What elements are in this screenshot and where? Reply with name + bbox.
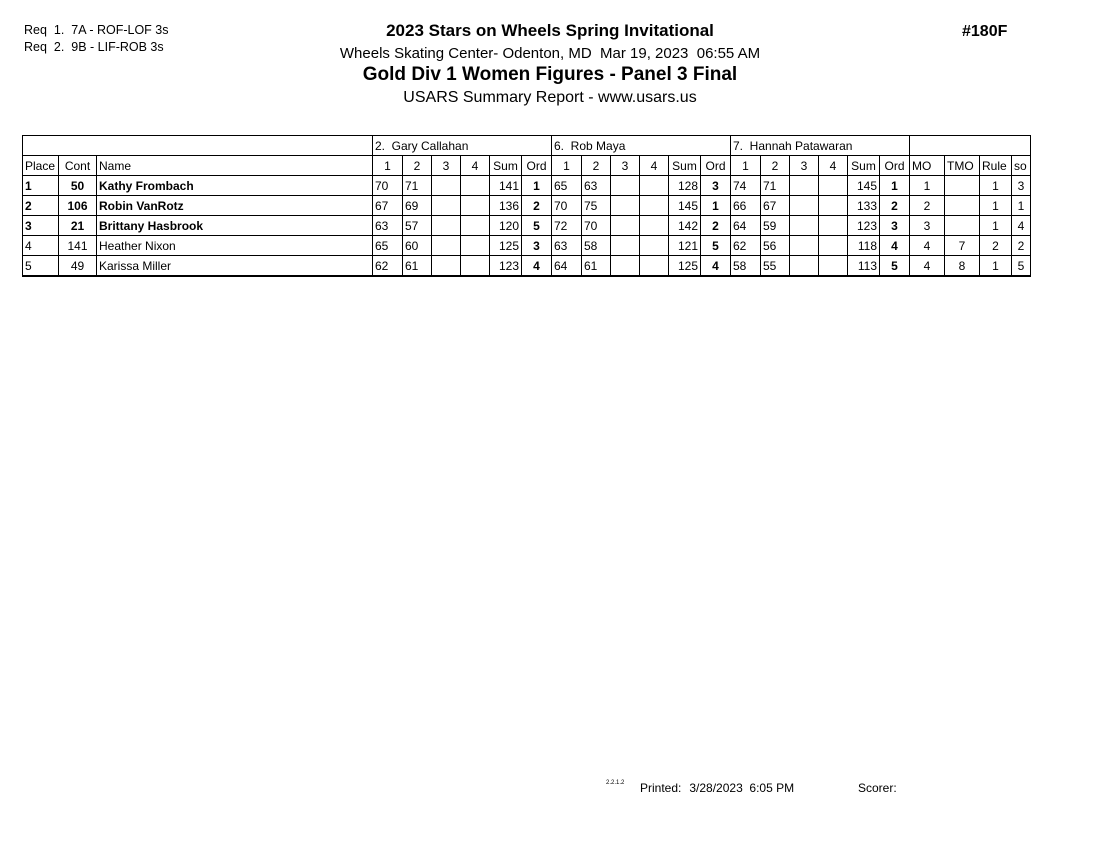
judge-name-header: 2. Gary Callahan: [373, 136, 552, 156]
cell-judge1-score: 60: [403, 236, 432, 256]
cell-judge3-sum: 113: [848, 256, 880, 277]
cell-judge1-score: 62: [373, 256, 403, 277]
judge-name-header: 6. Rob Maya: [552, 136, 731, 156]
column-header-judge2-sum: Sum: [669, 156, 701, 176]
cell-judge1-score: [432, 216, 461, 236]
cell-judge2-score: 70: [552, 196, 582, 216]
cell-judge1-score: [461, 176, 490, 196]
cell-judge2-score: 75: [582, 196, 611, 216]
cell-judge3-score: 71: [761, 176, 790, 196]
cell-judge3-score: 66: [731, 196, 761, 216]
skater-row: [23, 196, 1031, 216]
cell-skater-name: Kathy Frombach: [97, 176, 373, 196]
cell-judge3-score: 55: [761, 256, 790, 277]
column-header-rule: Rule: [980, 156, 1012, 176]
column-header-judge3-2: 2: [761, 156, 790, 176]
req-line-1: Req 1. 7A - ROF-LOF 3s: [24, 23, 169, 37]
table-head: [23, 136, 1031, 176]
column-header-so: so: [1012, 156, 1031, 176]
cell-judge1-sum: 123: [490, 256, 522, 277]
cell-judge3-score: [819, 236, 848, 256]
cell-judge3-score: [790, 196, 819, 216]
cell-judge1-score: 71: [403, 176, 432, 196]
cell-judge3-score: 62: [731, 236, 761, 256]
cell-judge3-ordinal: 1: [880, 176, 910, 196]
cell-judge3-score: 58: [731, 256, 761, 277]
cell-judge3-sum: 123: [848, 216, 880, 236]
cell-judge2-score: 70: [582, 216, 611, 236]
cell-judge2-score: [640, 196, 669, 216]
cell-judge1-score: [432, 196, 461, 216]
cell-mo: 4: [910, 236, 945, 256]
cell-tmo: [945, 196, 980, 216]
cell-judge1-score: 61: [403, 256, 432, 277]
cell-judge1-sum: 120: [490, 216, 522, 236]
cell-judge2-ordinal: 3: [701, 176, 731, 196]
cell-judge3-score: [790, 236, 819, 256]
cell-so: 5: [1012, 256, 1031, 277]
cell-mo: 3: [910, 216, 945, 236]
cell-judge3-ordinal: 2: [880, 196, 910, 216]
cell-judge1-score: [432, 176, 461, 196]
cell-place: 4: [23, 236, 59, 256]
column-header-judge1-2: 2: [403, 156, 432, 176]
cell-judge2-ordinal: 1: [701, 196, 731, 216]
cell-so: 3: [1012, 176, 1031, 196]
judge-row-left-spacer: [23, 136, 373, 156]
column-header-judge2-1: 1: [552, 156, 582, 176]
cell-judge1-score: 69: [403, 196, 432, 216]
column-header-judge3-sum: Sum: [848, 156, 880, 176]
column-header-judge3-ord: Ord: [880, 156, 910, 176]
cell-judge3-score: [819, 196, 848, 216]
cell-judge2-score: 64: [552, 256, 582, 277]
cell-judge2-sum: 121: [669, 236, 701, 256]
printed-label: Printed:: [640, 781, 682, 795]
column-header-name: Name: [97, 156, 373, 176]
cell-judge2-score: 63: [552, 236, 582, 256]
cell-contestant-number: 21: [59, 216, 97, 236]
cell-judge1-score: [461, 236, 490, 256]
skater-row: [23, 236, 1031, 256]
cell-mo: 1: [910, 176, 945, 196]
cell-judge1-score: [461, 196, 490, 216]
cell-contestant-number: 50: [59, 176, 97, 196]
cell-rule: 1: [980, 176, 1012, 196]
cell-contestant-number: 106: [59, 196, 97, 216]
column-header-row: [23, 156, 1031, 176]
cell-judge3-score: 56: [761, 236, 790, 256]
software-version: 2.2.1.2: [606, 780, 625, 786]
cell-tmo: 8: [945, 256, 980, 277]
cell-judge2-score: [611, 216, 640, 236]
cell-judge1-sum: 141: [490, 176, 522, 196]
cell-judge1-score: 67: [373, 196, 403, 216]
judge-header-row: [23, 136, 1031, 156]
cell-rule: 1: [980, 216, 1012, 236]
cell-judge2-score: 72: [552, 216, 582, 236]
column-header-judge2-4: 4: [640, 156, 669, 176]
cell-judge2-score: [611, 256, 640, 277]
column-header-judge3-3: 3: [790, 156, 819, 176]
cell-judge1-score: 65: [373, 236, 403, 256]
cell-judge1-ordinal: 2: [522, 196, 552, 216]
printed-timestamp: [640, 781, 794, 795]
cell-judge2-score: [640, 216, 669, 236]
cell-judge3-score: [819, 216, 848, 236]
judge-name-header: 7. Hannah Patawaran: [731, 136, 910, 156]
skater-row: [23, 256, 1031, 277]
cell-so: 4: [1012, 216, 1031, 236]
printed-value: 3/28/2023 6:05 PM: [689, 781, 795, 795]
cell-skater-name: Heather Nixon: [97, 236, 373, 256]
cell-judge1-score: 70: [373, 176, 403, 196]
cell-tmo: [945, 216, 980, 236]
cell-judge1-ordinal: 5: [522, 216, 552, 236]
column-header-judge1-ord: Ord: [522, 156, 552, 176]
column-header-judge3-1: 1: [731, 156, 761, 176]
cell-judge1-sum: 125: [490, 236, 522, 256]
cell-judge1-score: 57: [403, 216, 432, 236]
column-header-judge1-3: 3: [432, 156, 461, 176]
cell-so: 2: [1012, 236, 1031, 256]
cell-judge1-ordinal: 1: [522, 176, 552, 196]
cell-judge2-score: 58: [582, 236, 611, 256]
cell-judge3-score: 74: [731, 176, 761, 196]
column-header-judge2-2: 2: [582, 156, 611, 176]
cell-judge2-ordinal: 5: [701, 236, 731, 256]
cell-place: 2: [23, 196, 59, 216]
cell-tmo: 7: [945, 236, 980, 256]
cell-judge2-score: 65: [552, 176, 582, 196]
event-number: #180F: [962, 23, 1008, 40]
column-header-judge1-1: 1: [373, 156, 403, 176]
cell-judge1-ordinal: 3: [522, 236, 552, 256]
cell-skater-name: Brittany Hasbrook: [97, 216, 373, 236]
skater-row: [23, 176, 1031, 196]
cell-so: 1: [1012, 196, 1031, 216]
cell-judge3-score: [819, 176, 848, 196]
cell-judge2-score: [611, 196, 640, 216]
cell-judge3-score: 64: [731, 216, 761, 236]
req-line-2: Req 2. 9B - LIF-ROB 3s: [24, 39, 164, 54]
cell-mo: 4: [910, 256, 945, 277]
scorer-label: Scorer:: [858, 781, 897, 795]
cell-judge2-sum: 125: [669, 256, 701, 277]
cell-judge2-score: 63: [582, 176, 611, 196]
cell-judge2-score: [611, 176, 640, 196]
cell-judge1-score: 63: [373, 216, 403, 236]
division-title: Gold Div 1 Women Figures - Panel 3 Final: [362, 64, 738, 85]
cell-tmo: [945, 176, 980, 196]
cell-judge2-sum: 128: [669, 176, 701, 196]
cell-judge3-sum: 133: [848, 196, 880, 216]
cell-judge2-score: [640, 176, 669, 196]
cell-judge1-score: [432, 256, 461, 277]
column-header-judge1-sum: Sum: [490, 156, 522, 176]
cell-place: 5: [23, 256, 59, 277]
cell-judge3-sum: 118: [848, 236, 880, 256]
column-header-place: Place: [23, 156, 59, 176]
table-body: [23, 176, 1031, 277]
cell-judge3-score: [819, 256, 848, 277]
cell-skater-name: Robin VanRotz: [97, 196, 373, 216]
cell-judge3-sum: 145: [848, 176, 880, 196]
cell-judge2-ordinal: 4: [701, 256, 731, 277]
cell-place: 1: [23, 176, 59, 196]
event-title: 2023 Stars on Wheels Spring Invitational: [386, 21, 714, 40]
column-header-tmo: TMO: [945, 156, 980, 176]
column-header-judge2-3: 3: [611, 156, 640, 176]
cell-judge3-score: [790, 256, 819, 277]
cell-contestant-number: 49: [59, 256, 97, 277]
column-header-judge2-ord: Ord: [701, 156, 731, 176]
cell-skater-name: Karissa Miller: [97, 256, 373, 277]
cell-judge3-score: 59: [761, 216, 790, 236]
cell-contestant-number: 141: [59, 236, 97, 256]
column-header-judge3-4: 4: [819, 156, 848, 176]
cell-judge3-score: 67: [761, 196, 790, 216]
cell-judge1-score: [461, 216, 490, 236]
results-table: [22, 135, 1031, 277]
cell-mo: 2: [910, 196, 945, 216]
cell-rule: 1: [980, 196, 1012, 216]
cell-judge2-score: [640, 256, 669, 277]
cell-judge2-score: [611, 236, 640, 256]
cell-rule: 1: [980, 256, 1012, 277]
cell-judge1-score: [461, 256, 490, 277]
column-header-cont: Cont: [59, 156, 97, 176]
cell-judge2-ordinal: 2: [701, 216, 731, 236]
cell-rule: 2: [980, 236, 1012, 256]
cell-judge3-ordinal: 3: [880, 216, 910, 236]
cell-judge2-score: 61: [582, 256, 611, 277]
skater-row: [23, 216, 1031, 236]
venue-date-line: Wheels Skating Center- Odenton, MD Mar 19, 2023 06:55 AM: [339, 45, 761, 62]
column-header-mo: MO: [910, 156, 945, 176]
cell-place: 3: [23, 216, 59, 236]
cell-judge3-score: [790, 216, 819, 236]
cell-judge1-ordinal: 4: [522, 256, 552, 277]
cell-judge2-sum: 145: [669, 196, 701, 216]
judge-row-right-spacer: [910, 136, 1031, 156]
cell-judge3-ordinal: 4: [880, 236, 910, 256]
cell-judge1-sum: 136: [490, 196, 522, 216]
cell-judge3-score: [790, 176, 819, 196]
cell-judge2-sum: 142: [669, 216, 701, 236]
cell-judge1-score: [432, 236, 461, 256]
column-header-judge1-4: 4: [461, 156, 490, 176]
report-type-line: USARS Summary Report - www.usars.us: [403, 89, 697, 106]
cell-judge3-ordinal: 5: [880, 256, 910, 277]
cell-judge2-score: [640, 236, 669, 256]
